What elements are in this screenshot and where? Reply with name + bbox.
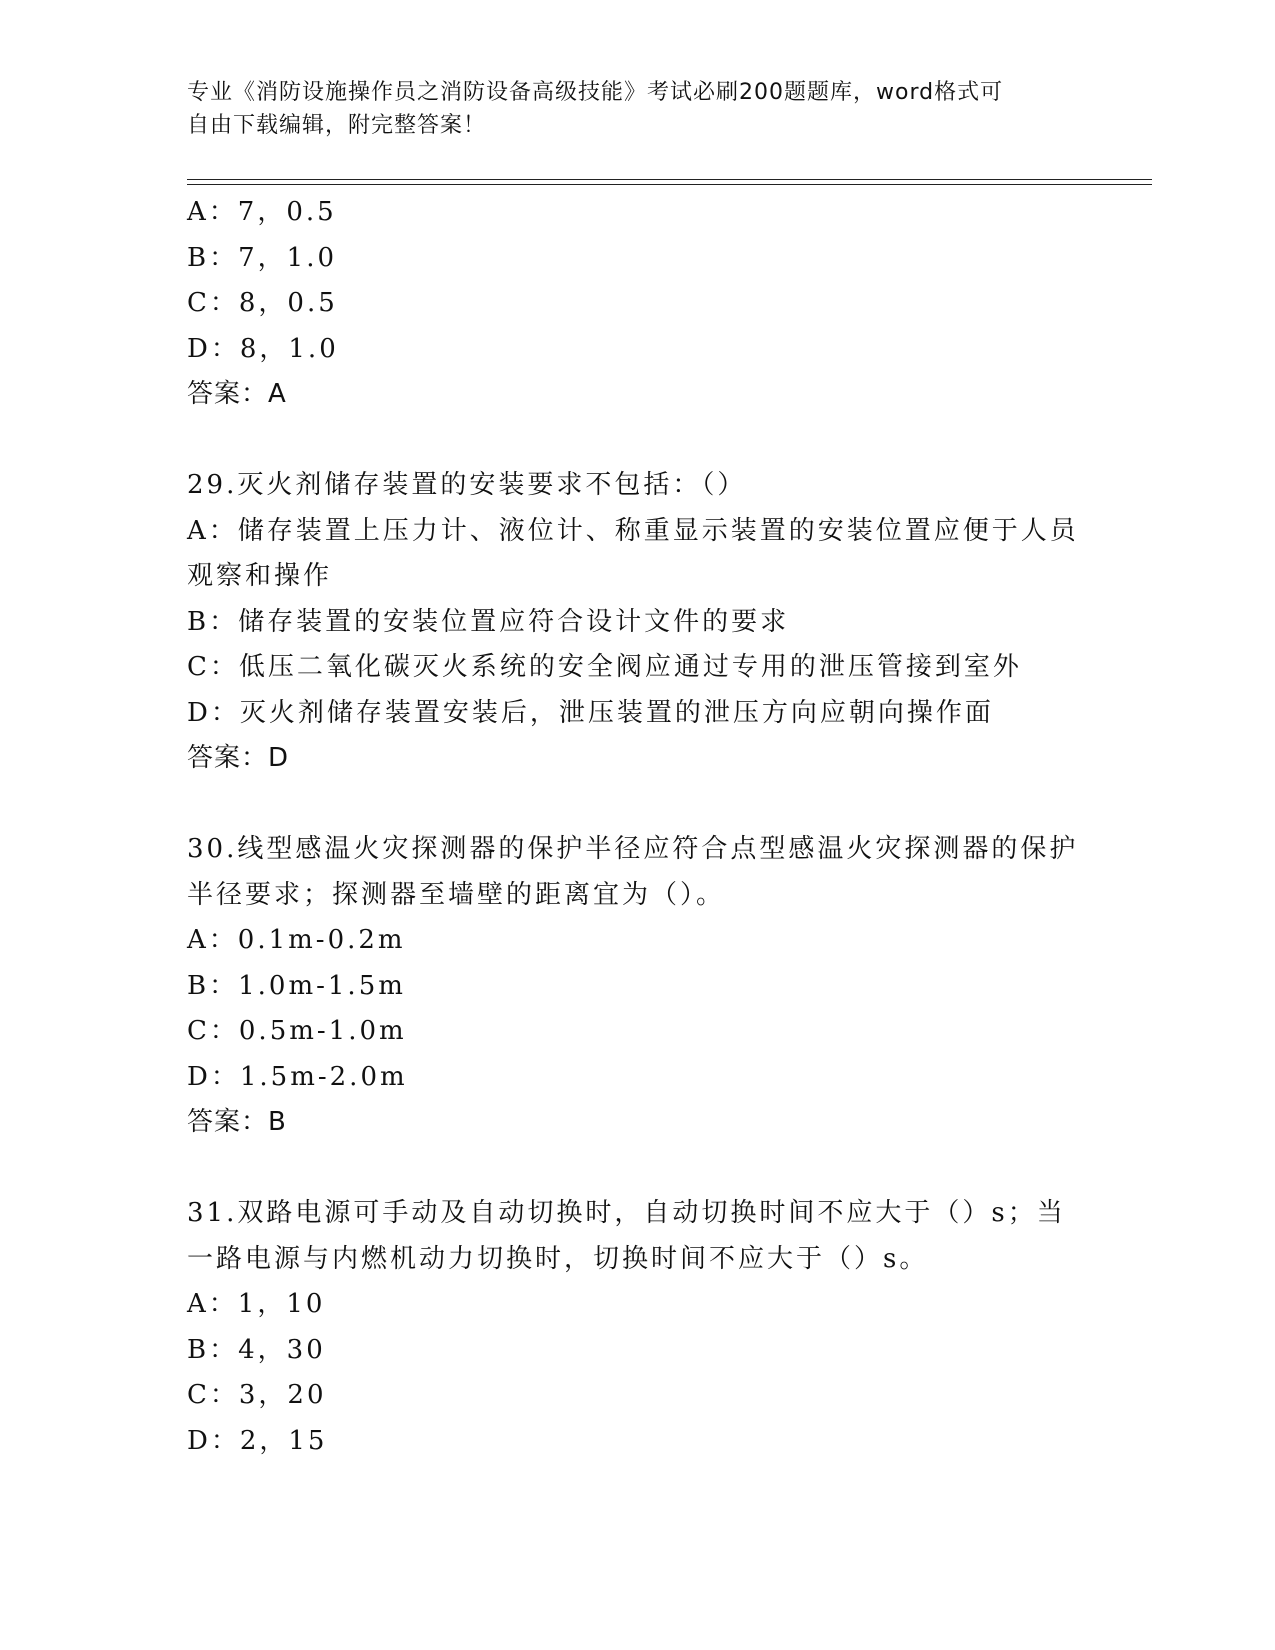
option-c: C：低压二氧化碳灭火系统的安全阀应通过专用的泄压管接到室外 xyxy=(187,652,1022,682)
option-b: B：储存装置的安装位置应符合设计文件的要求 xyxy=(187,606,790,637)
option-c: C：3，20 xyxy=(187,1380,327,1410)
question-text-continued: 半径要求；探测器至墙壁的距离宜为（）。 xyxy=(187,879,726,910)
option-b: B：4，30 xyxy=(187,1334,326,1365)
option-c: C：8，0.5 xyxy=(187,288,338,318)
option-b: B：7，1.0 xyxy=(187,242,337,273)
spacer xyxy=(187,418,1087,464)
spacer xyxy=(187,782,1087,828)
option-a: A：1，10 xyxy=(187,1289,326,1319)
option-b: B：1.0m-1.5m xyxy=(187,970,406,1001)
option-a-continued: 观察和操作 xyxy=(187,561,333,591)
header-divider-top xyxy=(187,179,1152,180)
option-d: D：8，1.0 xyxy=(187,333,339,364)
document-header xyxy=(187,76,1067,142)
question-text: 31.双路电源可手动及自动切换时，自动切换时间不应大于（）s；当 xyxy=(187,1198,1066,1228)
option-c: C：0.5m-1.0m xyxy=(187,1016,407,1046)
header-line-2: 自由下载编辑，附完整答案！ xyxy=(187,113,487,138)
spacer xyxy=(187,1146,1087,1192)
option-d: D：灭火剂储存装置安装后，泄压装置的泄压方向应朝向操作面 xyxy=(187,697,994,728)
answer-line: 答案：A xyxy=(187,379,287,409)
question-text: 30.线型感温火灾探测器的保护半径应符合点型感温火灾探测器的保护 xyxy=(187,834,1079,864)
question-31-block xyxy=(187,1191,1087,1464)
question-text: 29.灭火剂储存装置的安装要求不包括：（） xyxy=(187,470,747,500)
question-content xyxy=(187,190,1087,1464)
option-d: D：2，15 xyxy=(187,1425,328,1456)
question-28-block xyxy=(187,190,1087,418)
header-line-1: 专业《消防设施操作员之消防设备高级技能》考试必刷200题题库，word格式可 xyxy=(187,80,1004,105)
answer-line: 答案：D xyxy=(187,743,290,773)
option-d: D：1.5m-2.0m xyxy=(187,1061,408,1092)
question-30-block xyxy=(187,827,1087,1146)
question-29-block xyxy=(187,463,1087,782)
header-divider-bottom xyxy=(187,184,1152,185)
answer-line: 答案：B xyxy=(187,1107,287,1137)
option-a: A：储存装置上压力计、液位计、称重显示装置的安装位置应便于人员 xyxy=(187,515,1079,546)
option-a: A：0.1m-0.2m xyxy=(187,925,406,955)
option-a: A：7，0.5 xyxy=(187,197,337,227)
question-text-continued: 一路电源与内燃机动力切换时，切换时间不应大于（）s。 xyxy=(187,1243,929,1274)
